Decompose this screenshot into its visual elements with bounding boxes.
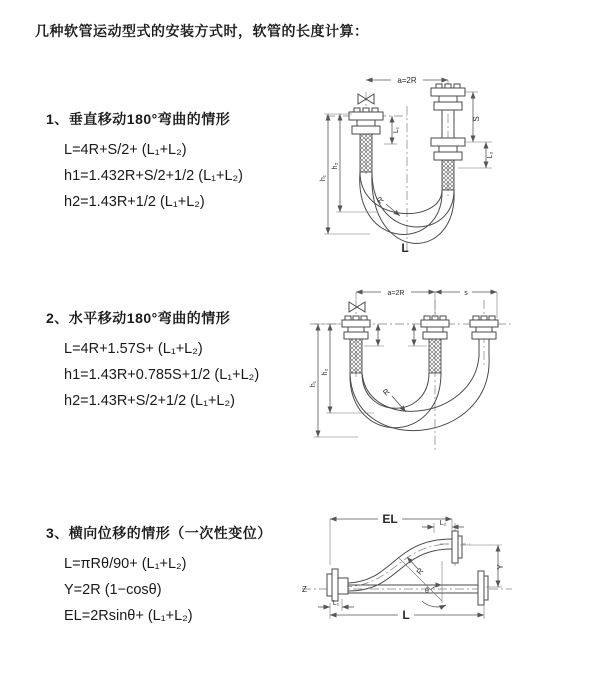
label-y: Y [496, 564, 505, 570]
section-3-heading: 3、横向位移的情形（一次性变位） [46, 525, 272, 541]
flange-assembly-left [349, 108, 383, 172]
radius-callout [407, 557, 426, 576]
formula-length: L=4R+S/2+ (L₁+L₂) [64, 142, 187, 158]
label-h1: h₁ [310, 380, 317, 388]
label-h2: h₂ [322, 368, 329, 376]
dimension-l1 [384, 116, 400, 144]
label-h1: h₁ [320, 174, 327, 182]
label-length: L [401, 241, 409, 255]
flange-assembly-right [470, 316, 498, 356]
section-2-heading: 2、水平移动180°弯曲的情形 [46, 310, 231, 326]
radius-callout [375, 195, 400, 216]
label-s: s [464, 290, 468, 297]
s-curve-hose [343, 531, 462, 591]
diagram-horizontal-180-bend [296, 280, 566, 458]
axis-mark: Z [302, 585, 307, 594]
label-length: L [402, 608, 410, 622]
label-h2: h₂ [332, 162, 339, 170]
dimension-l1 [318, 599, 354, 611]
section-1 [46, 109, 316, 215]
dimension-l [330, 603, 484, 622]
label-l1: L₁ [332, 600, 340, 607]
diagram-vertical-180-bend [296, 66, 560, 266]
label-span: a=2R [387, 290, 405, 297]
flange-assembly-left [327, 569, 348, 601]
angle-construction [399, 558, 446, 607]
hose-u-bend-positions [350, 356, 489, 431]
label-l2: L₂ [439, 520, 447, 527]
formula-el: EL=2Rsinθ+ (L₁+L₂) [64, 608, 193, 624]
label-r: R [375, 194, 386, 206]
label-span: a=2R [397, 76, 417, 85]
formula-h2: h2=1.43R+S/2+1/2 (L₁+L₂) [64, 393, 235, 409]
formula-h1: h1=1.432R+S/2+1/2 (L₁+L₂) [64, 168, 244, 184]
label-el: EL [382, 512, 398, 526]
formula-length: L=πRθ/90+ (L₁+L₂) [64, 556, 187, 572]
label-s: S [472, 116, 481, 122]
label-theta: θ [425, 588, 429, 595]
dimension-s [464, 92, 492, 142]
flange-assembly-middle [421, 316, 449, 373]
label-l1: L₁ [393, 126, 400, 134]
formula-h2: h2=1.43R+1/2 (L₁+L₂) [64, 194, 205, 210]
formula-h1: h1=1.43R+0.785S+1/2 (L₁+L₂) [64, 367, 260, 383]
dimension-span [356, 287, 435, 318]
label-r: R [381, 386, 392, 398]
fitting-length-marks [364, 324, 427, 346]
label-l2: L₂ [487, 151, 494, 159]
section-3 [46, 523, 316, 629]
diagram-lateral-displacement [294, 503, 574, 651]
valve-icon [349, 302, 365, 312]
section-2 [46, 308, 316, 414]
dimension-s [435, 287, 497, 318]
section-1-heading: 1、垂直移动180°弯曲的情形 [46, 111, 231, 127]
formula-length: L=4R+1.57S+ (L₁+L₂) [64, 341, 203, 357]
dimension-el [330, 512, 452, 565]
label-r: R [414, 566, 426, 577]
page-title: 几种软管运动型式的安装方式时，软管的长度计算： [35, 23, 369, 39]
flange-assembly-left [342, 316, 370, 373]
formula-y: Y=2R (1−cosθ) [64, 582, 162, 598]
